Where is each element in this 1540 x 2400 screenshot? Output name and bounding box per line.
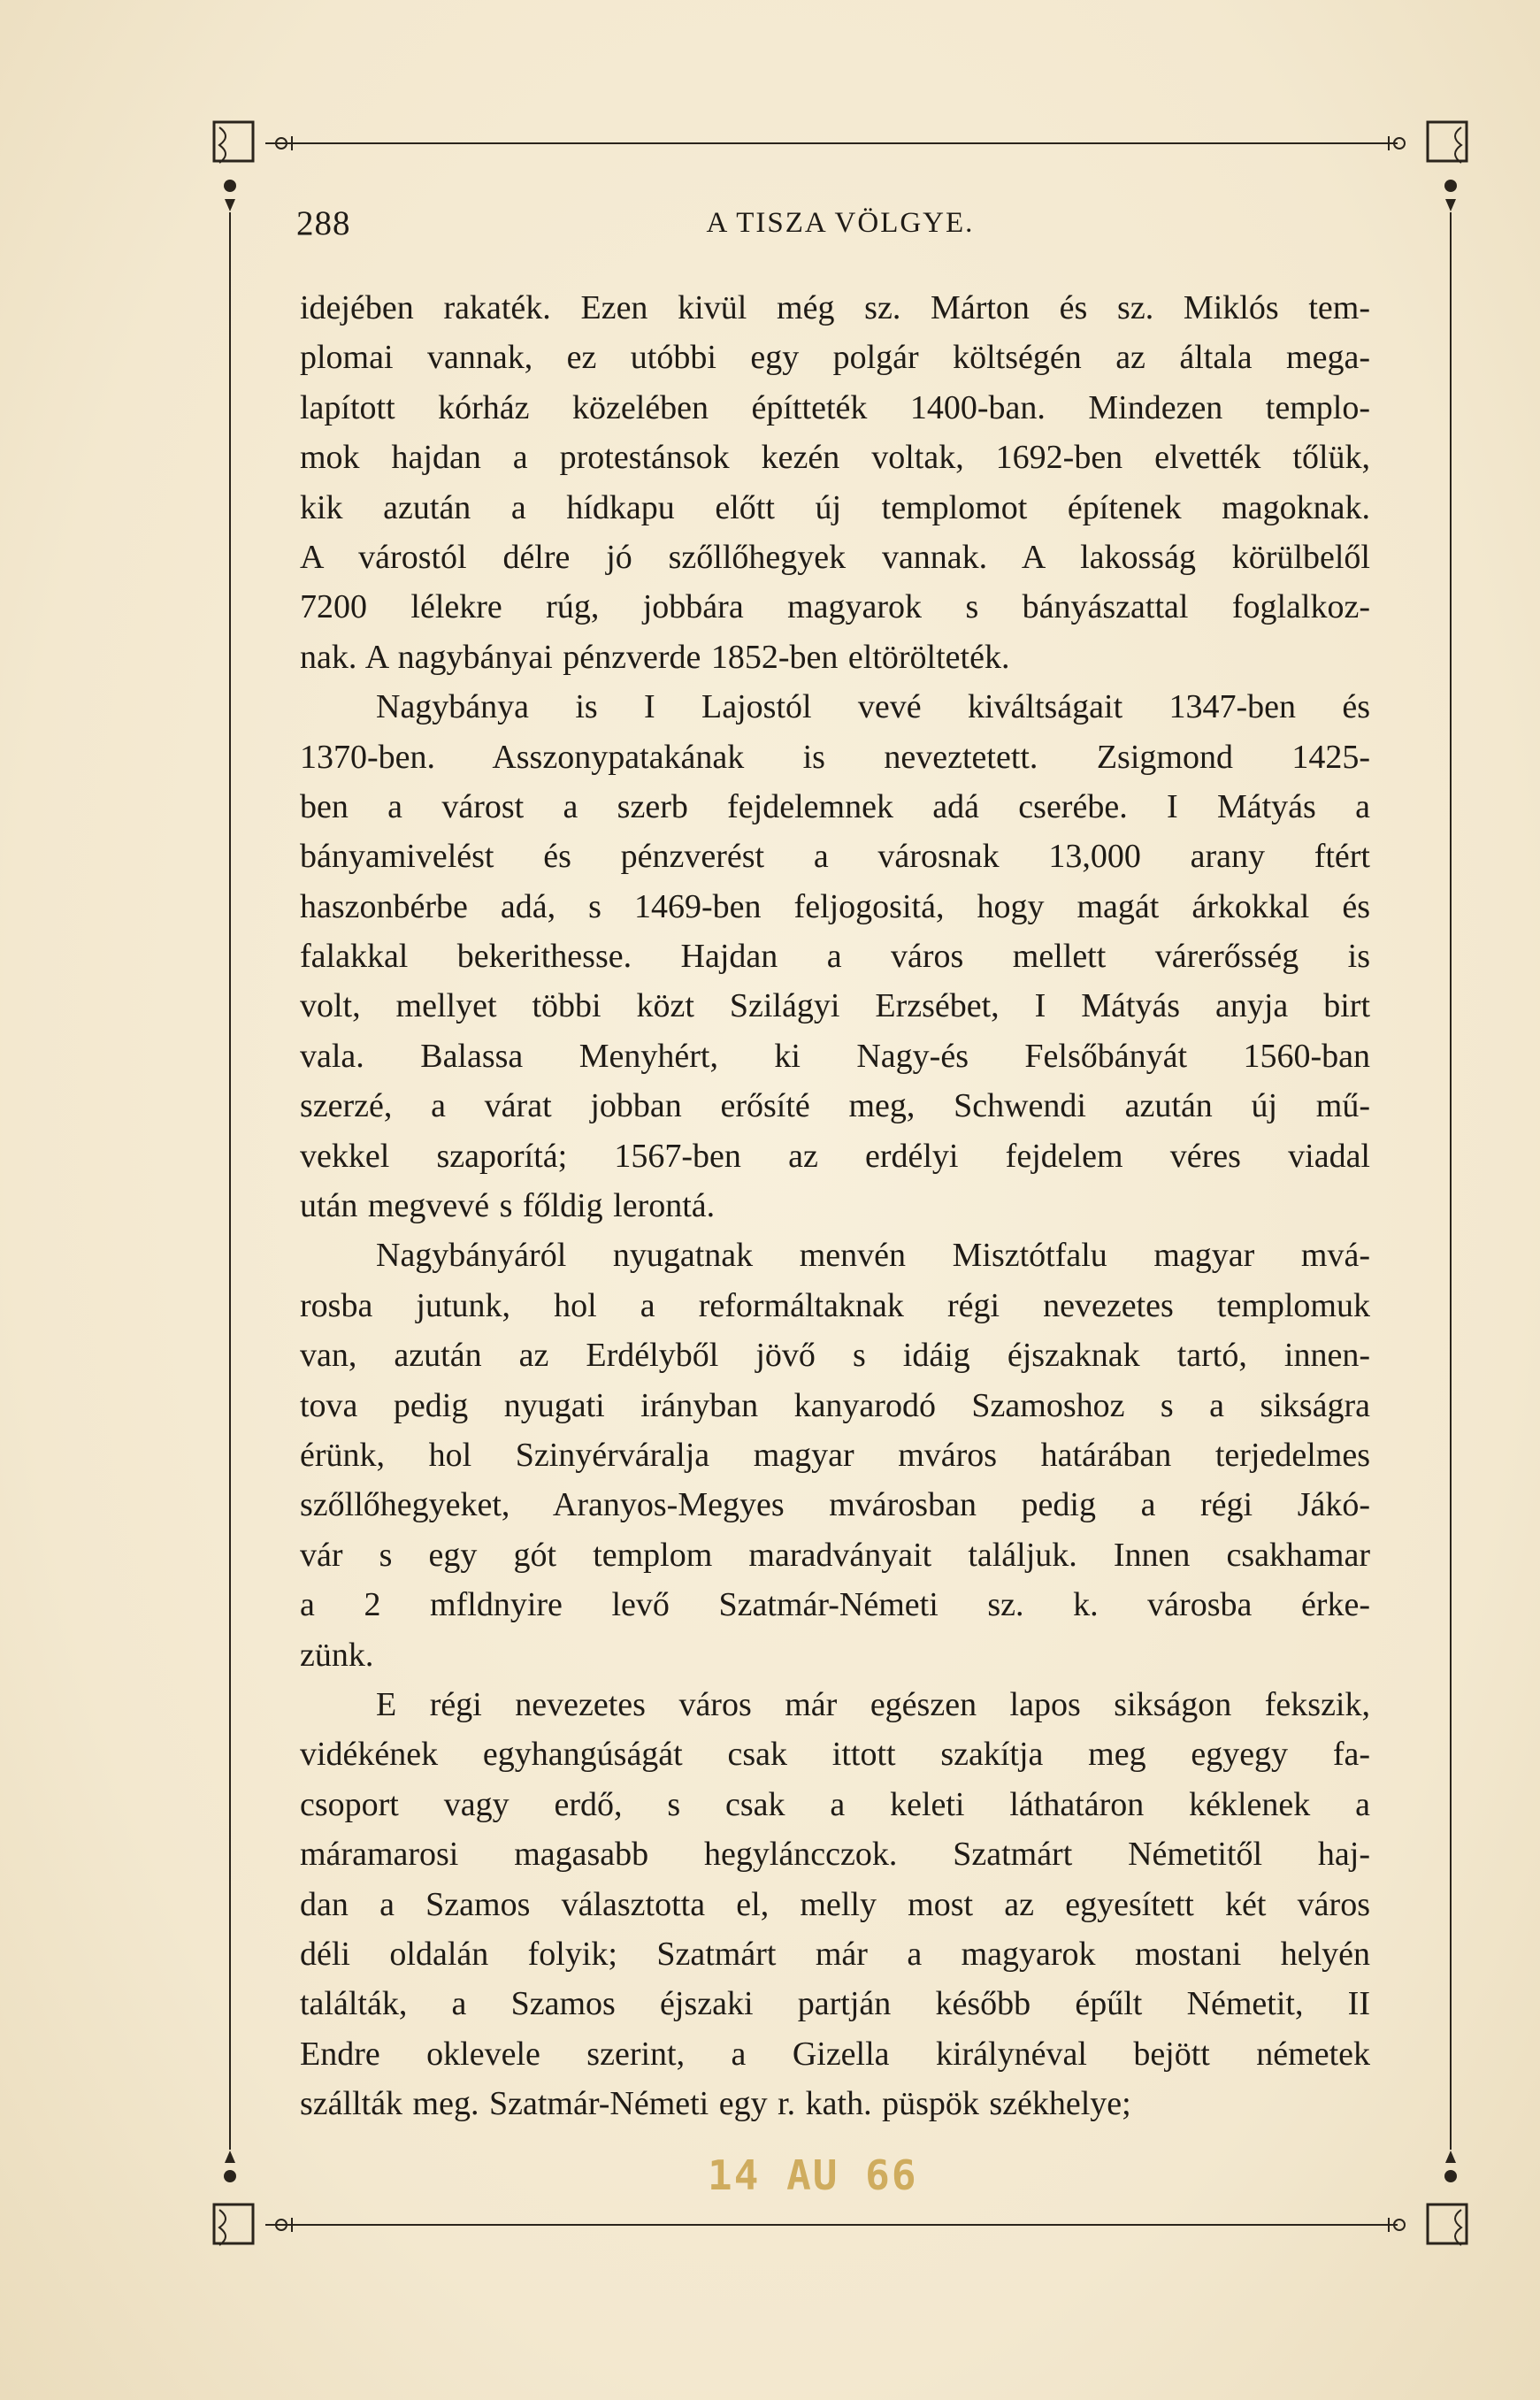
text-line: vár s egy gót templom maradványait találjuk. Innen csakhamar [300,1536,1370,1574]
text-line: nak. A nagybányai pénzverde 1852-ben eltörölteték. [300,638,1010,676]
text-line: csoport vagy erdő, s csak a keleti láthatáron kéklenek a [300,1785,1370,1823]
text-line: Nagybányáról nyugatnak menvén Misztótfalu magyar mvá- [376,1237,1370,1275]
text-line: Endre oklevele szerint, a Gizella királynéval bejött németek [300,2035,1370,2073]
text-line: vala. Balassa Menyhért, ki Nagy-és Felsőbányát 1560-ban [300,1037,1370,1075]
text-line: tova pedig nyugati irányban kanyarodó Szamoshoz s a sikságra [300,1386,1370,1424]
text-line: kik azután a hídkapu előtt új templomot építenek magoknak. [300,488,1370,526]
text-line: vidékének egyhangúságát csak ittott szakítja meg egyegy fa- [300,1736,1370,1774]
text-line: 7200 lélekre rúg, jobbára magyarok s bányászattal foglalkoz- [300,588,1370,626]
text-line: rosba jutunk, hol a reformáltaknak régi nevezetes templomuk [300,1286,1370,1324]
text-line: máramarosi magasabb hegyláncczok. Szatmárt Németitől haj- [300,1836,1370,1874]
text-line: zünk. [300,1636,374,1674]
text-line: szerzé, a várat jobban erősíté meg, Schwendi azután új mű- [300,1087,1370,1125]
text-line: találták, a Szamos éjszaki partján később épűlt Németit, II [300,1985,1370,2023]
text-line: falakkal bekerithesse. Hajdan a város mellett várerősség is [300,938,1370,976]
text-line: E régi nevezetes város már egészen lapos sikságon fekszik, [376,1685,1370,1723]
text-line: érünk, hol Szinyérváralja magyar mváros határában terjedelmes [300,1436,1370,1474]
text-line: A várostól délre jó szőllőhegyek vannak. A lakosság körülbelől [300,538,1370,576]
text-line: mok hajdan a protestánsok kezén voltak, 1692-ben elvették tőlük, [300,439,1370,477]
text-line: vekkel szaporítá; 1567-ben az erdélyi fejdelem véres viadal [300,1137,1370,1175]
text-line: a 2 mfldnyire levő Szatmár-Németi sz. k. városba érke- [300,1586,1370,1624]
text-line: plomai vannak, ez utóbbi egy polgár költségén az általa mega- [300,339,1370,377]
text-line: után megvevé s főldig lerontá. [300,1187,716,1225]
text-line: bányamivelést és pénzverést a városnak 13,000 arany ftért [300,838,1370,876]
text-line: volt, mellyet többi közt Szilágyi Erzsébet, I Mátyás anyja birt [300,987,1370,1025]
text-line: haszonbérbe adá, s 1469-ben feljogositá, hogy magát árkokkal és [300,887,1370,925]
text-line: ben a várost a szerb fejdelemnek adá cserébe. I Mátyás a [300,787,1370,825]
text-line: szállták meg. Szatmár-Németi egy r. kath. püspök székhelye; [300,2085,1131,2123]
page-header [296,203,1384,257]
text-line: dan a Szamos választotta el, melly most az egyesített két város [300,1885,1370,1923]
text-line: lapított kórház közelében építteték 1400-ban. Mindezen templo- [300,388,1370,426]
body-text [300,283,1370,2128]
text-line: idejében rakaték. Ezen kivül még sz. Márton és sz. Miklós tem- [300,289,1370,326]
running-title: A TISZA VÖLGYE. [706,207,975,239]
text-line: van, azután az Erdélyből jövő s idáig éjszaknak tartó, innen- [300,1337,1370,1375]
text-line: déli oldalán folyik; Szatmárt már a magyarok mostani helyén [300,1935,1370,1973]
text-line: Nagybánya is I Lajostól vevé kiváltságait 1347-ben és [376,688,1370,726]
page-number: 288 [296,204,351,242]
text-line: szőllőhegyeket, Aranyos-Megyes mvárosban pedig a régi Jákó- [300,1486,1370,1524]
text-line: 1370-ben. Asszonypatakának is neveztetett. Zsigmond 1425- [300,738,1370,776]
library-date-stamp: 14 AU 66 [708,2151,918,2199]
